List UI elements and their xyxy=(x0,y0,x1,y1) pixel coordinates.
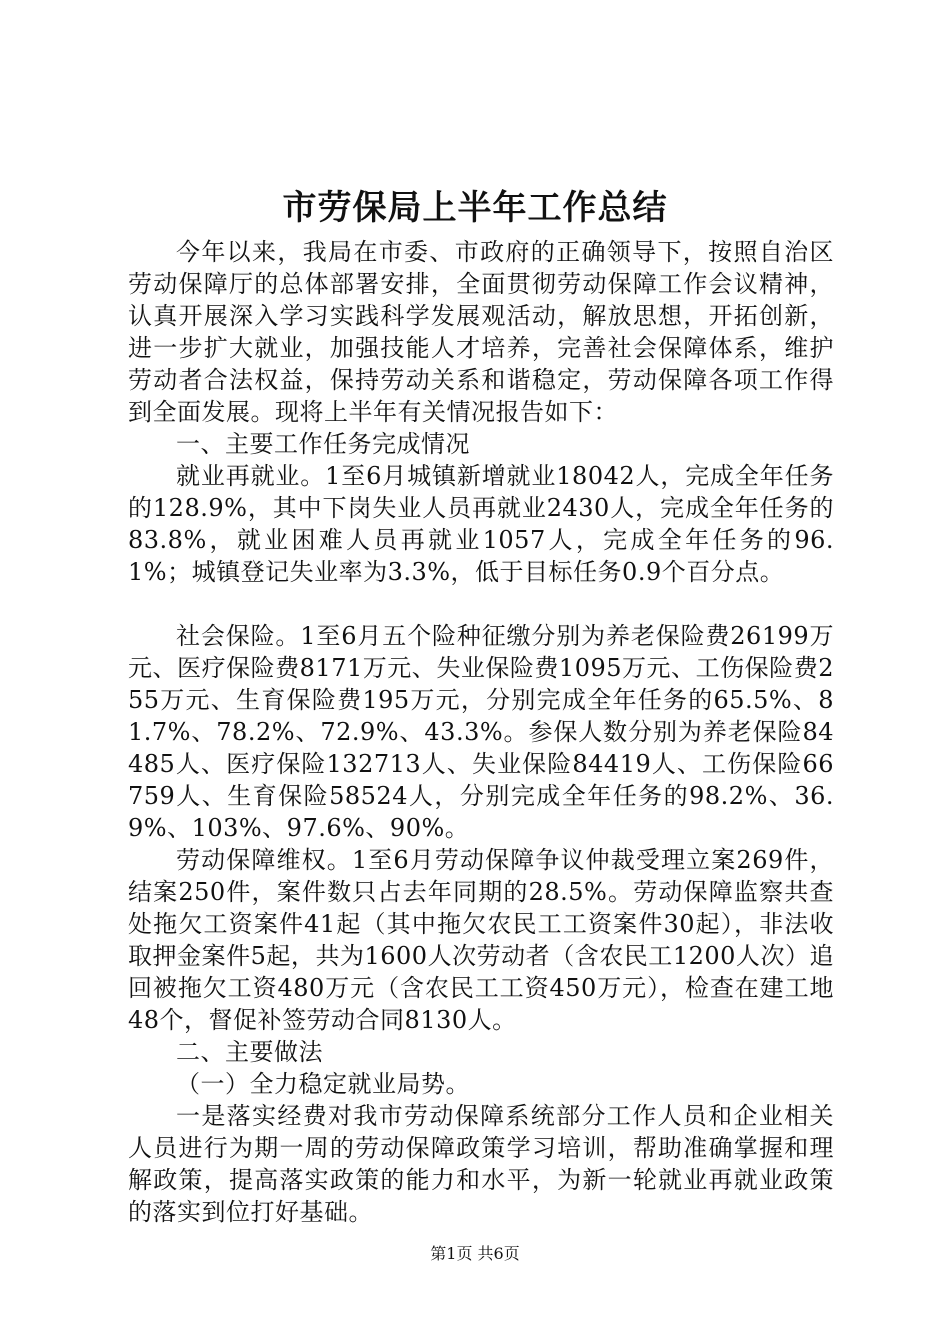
rights-protection-paragraph: 劳动保障维权。1至6月劳动保障争议仲裁受理立案269件，结案250件，案件数只占去年同期的28.5%。劳动保障监察共查处拖欠工资案件41起（其中拖欠农民工工资案件30起），非法收取押金案件5起，共为1600人次劳动者（含农民工1200人次）追回被拖欠工资480万元（含农民工工资450万元），检查在建工地48个，督促补签劳动合同8130人。 xyxy=(128,846,834,1034)
document-body xyxy=(128,236,834,1228)
section-heading-2: 二、主要做法 xyxy=(176,1038,323,1066)
social-insurance-paragraph: 社会保险。1至6月五个险种征缴分别为养老保险费26199万元、医疗保险费8171万元、失业保险费1095万元、工伤保险费255万元、生育保险费195万元，分别完成全年任务的65.5%、81.7%、78.2%、72.9%、43.3%。参保人数分别为养老保险84485人、医疗保险132713人、失业保险84419人、工伤保险66759人、生育保险58524人，分别完成全年任务的98.2%、36.9%、103%、97.6%、90%。 xyxy=(128,622,834,842)
document-title: 市劳保局上半年工作总结 xyxy=(282,188,668,228)
intro-paragraph: 今年以来，我局在市委、市政府的正确领导下，按照自治区劳动保障厅的总体部署安排，全面贯彻劳动保障工作会议精神，认真开展深入学习实践科学发展观活动，解放思想，开拓创新，进一步扩大就业，加强技能人才培养，完善社会保障体系，维护劳动者合法权益，保持劳动关系和谐稳定，劳动保障各项工作得到全面发展。现将上半年有关情况报告如下： xyxy=(128,238,834,426)
page-indicator: 第1页 共6页 xyxy=(430,1244,520,1263)
subsection-heading-1: （一）全力稳定就业局势。 xyxy=(176,1070,470,1098)
measure-paragraph-1: 一是落实经费对我市劳动保障系统部分工作人员和企业相关人员进行为期一周的劳动保障政策学习培训，帮助准确掌握和理解政策，提高落实政策的能力和水平，为新一轮就业再就业政策的落实到位打好基础。 xyxy=(128,1102,834,1226)
employment-paragraph: 就业再就业。1至6月城镇新增就业18042人，完成全年任务的128.9%，其中下岗失业人员再就业2430人，完成全年任务的83.8%，就业困难人员再就业1057人，完成全年任务的96.1%；城镇登记失业率为3.3%，低于目标任务0.9个百分点。 xyxy=(128,462,834,586)
section-heading-1: 一、主要工作任务完成情况 xyxy=(176,430,470,458)
